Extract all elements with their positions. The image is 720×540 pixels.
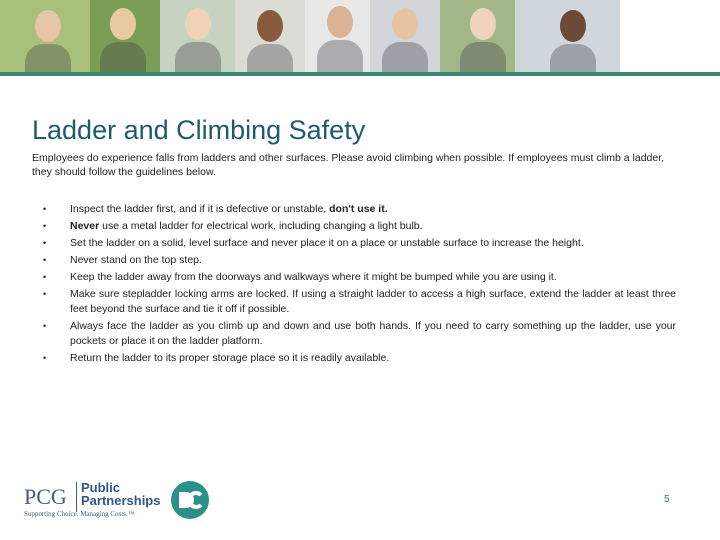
logo-divider <box>76 482 77 512</box>
person-face <box>327 6 353 38</box>
pp-line2: Partnerships <box>81 493 161 508</box>
person-body <box>382 42 428 72</box>
person-body <box>460 42 506 72</box>
header-photo <box>370 0 440 72</box>
person-body <box>317 40 363 72</box>
bullet-icon: • <box>43 352 47 363</box>
bullet-icon: • <box>43 204 47 214</box>
bullet-icon: • <box>43 238 47 249</box>
person-face <box>110 8 136 40</box>
header-photo <box>235 0 305 72</box>
header-photo <box>305 0 370 72</box>
guideline-text: Return the ladder to its proper storage place so it is readily available. <box>70 351 390 364</box>
header-photo <box>0 0 90 72</box>
guideline-text: use a metal ladder for electrical work, including changing a light bulb. <box>99 220 423 233</box>
person-face <box>257 10 283 42</box>
guideline-item <box>40 253 676 268</box>
guideline-item <box>40 236 676 251</box>
guideline-item <box>40 351 676 366</box>
logo-tagline: Supporting Choice. Managing Costs.™ <box>24 510 135 518</box>
person-body <box>550 44 596 72</box>
guideline-item <box>40 287 676 316</box>
person-body <box>25 44 71 72</box>
person-body <box>100 42 146 72</box>
guideline-list <box>40 202 676 368</box>
person-body <box>175 42 221 72</box>
person-face <box>35 10 61 42</box>
guideline-text: Set the ladder on a solid, level surface and never place it on a place or unstable surface to increase the height. <box>70 237 584 250</box>
person-face <box>470 8 496 40</box>
person-face <box>392 8 418 40</box>
guideline-item <box>40 202 676 217</box>
page-number: 5 <box>664 494 670 505</box>
person-body <box>247 44 293 72</box>
person-face <box>560 10 586 42</box>
guideline-text: Make sure stepladder locking arms are locked. If using a straight ladder to access a high surface, extend the ladder at least three feet beyond the surface and tie it off if possible. <box>70 288 676 315</box>
slide-title: Ladder and Climbing Safety <box>32 115 366 145</box>
guideline-text: Inspect the ladder first, and if it is defective or unstable, <box>70 203 330 215</box>
guideline-text: Always face the ladder as you climb up and down and use both hands. If you need to carry something up the ladder, use your pockets or place it on the ladder platform. <box>70 320 676 347</box>
header-photo <box>515 0 620 72</box>
bullet-icon: • <box>43 255 47 266</box>
bullet-icon: • <box>43 221 47 232</box>
header-accent-bar <box>0 72 720 76</box>
pcg-wordmark: PCG <box>24 484 67 509</box>
header-photo-strip <box>0 0 720 72</box>
public-partnerships-wordmark <box>81 481 160 507</box>
guideline-text: Keep the ladder away from the doorways and walkways where it might be bumped while you are using it. <box>70 271 557 284</box>
guideline-text: Never stand on the top step. <box>70 254 202 267</box>
guideline-item <box>40 270 676 285</box>
guideline-item <box>40 319 676 348</box>
bullet-icon: • <box>43 289 47 300</box>
guideline-emphasis: don't use it. <box>329 203 388 215</box>
header-photo <box>160 0 235 72</box>
dc-circle-logo-icon <box>170 480 210 520</box>
pp-line1: Public <box>81 480 121 495</box>
guideline-item <box>40 219 676 234</box>
bullet-icon: • <box>43 321 47 332</box>
slide-intro: Employees do experience falls from ladders and other surfaces. Please avoid climbing when possible. If employees must climb a ladder, they should follow the guidelines below. <box>32 152 665 178</box>
guideline-emphasis: Never <box>70 220 100 233</box>
header-photo <box>90 0 160 72</box>
header-photo <box>440 0 515 72</box>
person-face <box>185 8 211 40</box>
bullet-icon: • <box>43 272 47 283</box>
